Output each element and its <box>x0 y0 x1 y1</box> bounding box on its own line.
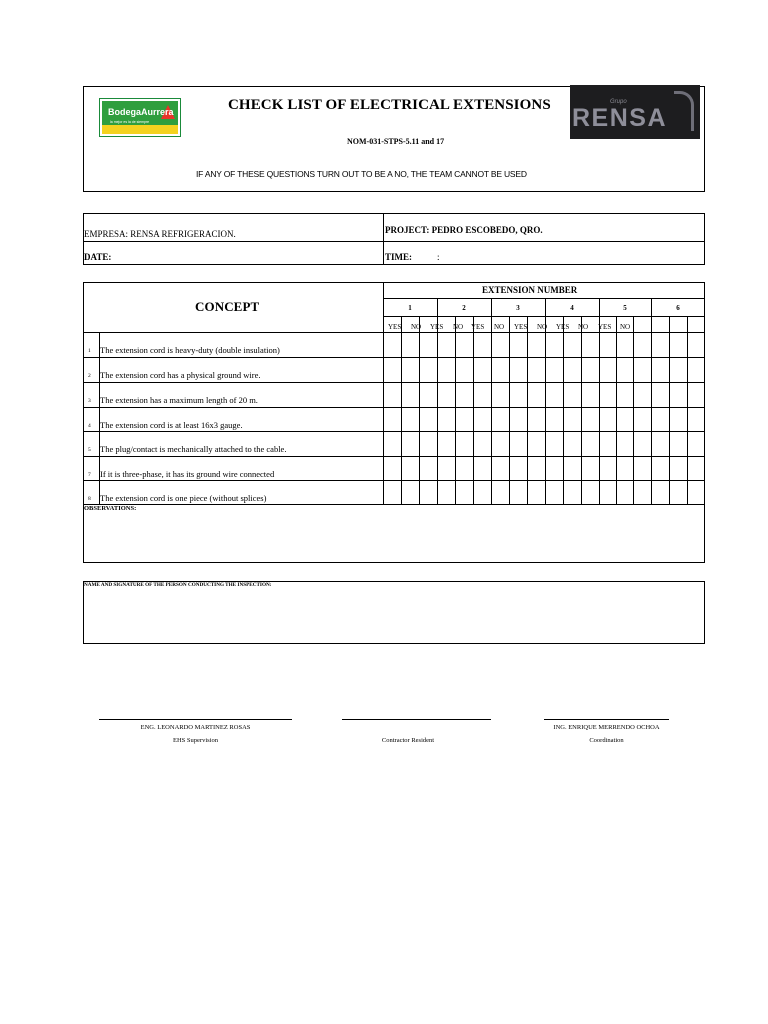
checklist-item: The plug/contact is mechanically attached to the cable. <box>100 444 287 454</box>
check-cell[interactable] <box>582 481 598 503</box>
check-cell[interactable] <box>492 333 508 356</box>
check-cell[interactable] <box>528 383 544 406</box>
check-cell[interactable] <box>420 481 436 503</box>
time-colon: : <box>437 252 440 262</box>
check-cell[interactable] <box>492 383 508 406</box>
row-number: 3 <box>88 398 91 404</box>
check-cell[interactable] <box>384 457 400 479</box>
check-cell[interactable] <box>402 383 418 406</box>
subheader-yes-6: YES <box>598 323 612 331</box>
check-cell[interactable] <box>528 408 544 430</box>
check-cell[interactable] <box>600 358 615 381</box>
extension-number-3: 3 <box>516 304 520 312</box>
check-cell[interactable] <box>670 333 686 356</box>
check-cell[interactable] <box>652 333 668 356</box>
check-cell[interactable] <box>402 432 418 455</box>
check-cell[interactable] <box>384 432 400 455</box>
check-cell[interactable] <box>564 432 580 455</box>
signature-role-1: EHS Supervision <box>173 737 218 744</box>
check-cell[interactable] <box>384 408 400 430</box>
check-cell[interactable] <box>670 432 686 455</box>
check-cell[interactable] <box>420 457 436 479</box>
check-cell[interactable] <box>510 333 526 356</box>
observations-label: OBSERVATIONS: <box>84 505 137 512</box>
check-cell[interactable] <box>634 358 650 381</box>
check-cell[interactable] <box>474 358 490 381</box>
row-number: 1 <box>88 348 91 354</box>
check-cell[interactable] <box>384 383 400 406</box>
check-cell[interactable] <box>564 457 580 479</box>
checklist-item: The extension has a maximum length of 20 m. <box>100 395 258 405</box>
checklist-item: The extension cord is one piece (without splices) <box>100 493 267 503</box>
check-cell[interactable] <box>420 432 436 455</box>
check-cell[interactable] <box>564 383 580 406</box>
check-cell[interactable] <box>564 333 580 356</box>
check-cell[interactable] <box>492 358 508 381</box>
subheader-no-5: NO <box>578 323 589 331</box>
check-cell[interactable] <box>600 383 615 406</box>
check-cell[interactable] <box>438 457 454 479</box>
check-cell[interactable] <box>564 358 580 381</box>
check-cell[interactable] <box>420 333 436 356</box>
check-cell[interactable] <box>474 383 490 406</box>
inspection-label: NAME AND SIGNATURE OF THE PERSON CONDUCTING THE INSPECTION: <box>84 582 272 588</box>
norm-reference: NOM-031-STPS-5.11 and 17 <box>347 137 445 146</box>
check-cell[interactable] <box>510 457 526 479</box>
check-cell[interactable] <box>617 383 632 406</box>
check-cell[interactable] <box>652 481 668 503</box>
checklist-item: The extension cord is at least 16x3 gauge. <box>100 420 243 430</box>
check-cell[interactable] <box>474 333 490 356</box>
subheader-yes-1: YES <box>388 323 402 331</box>
check-cell[interactable] <box>438 481 454 503</box>
check-cell[interactable] <box>634 408 650 430</box>
check-cell[interactable] <box>634 457 650 479</box>
check-cell[interactable] <box>617 481 632 503</box>
subheader-yes-4: YES <box>514 323 528 331</box>
check-cell[interactable] <box>652 432 668 455</box>
row-number: 4 <box>88 423 91 429</box>
check-cell[interactable] <box>492 408 508 430</box>
logo-right-prefix: Grupo <box>610 99 627 105</box>
check-cell[interactable] <box>634 333 650 356</box>
check-cell[interactable] <box>510 408 526 430</box>
empresa-field: EMPRESA: RENSA REFRIGERACION. <box>84 229 236 239</box>
check-cell[interactable] <box>510 432 526 455</box>
check-cell[interactable] <box>688 432 704 455</box>
check-cell[interactable] <box>474 408 490 430</box>
checklist-item: If it is three-phase, it has its ground wire connected <box>100 469 275 479</box>
check-cell[interactable] <box>688 481 704 503</box>
extension-number-header: EXTENSION NUMBER <box>482 285 578 295</box>
check-cell[interactable] <box>652 383 668 406</box>
check-cell[interactable] <box>546 358 562 381</box>
check-cell[interactable] <box>634 432 650 455</box>
signature-line-1 <box>99 719 292 720</box>
check-cell[interactable] <box>546 481 562 503</box>
subheader-no-1: NO <box>411 323 422 331</box>
check-cell[interactable] <box>402 481 418 503</box>
check-cell[interactable] <box>670 457 686 479</box>
logo-right-name: RENSA <box>572 104 668 132</box>
check-cell[interactable] <box>456 481 472 503</box>
check-cell[interactable] <box>384 358 400 381</box>
check-cell[interactable] <box>474 457 490 479</box>
check-cell[interactable] <box>456 457 472 479</box>
signature-role-3: Coordination <box>589 737 624 744</box>
check-cell[interactable] <box>456 383 472 406</box>
subheader-no-2: NO <box>453 323 464 331</box>
project-field: PROJECT: PEDRO ESCOBEDO, QRO. <box>385 225 543 235</box>
check-cell[interactable] <box>600 408 615 430</box>
check-cell[interactable] <box>634 383 650 406</box>
check-cell[interactable] <box>456 333 472 356</box>
extension-number-4: 4 <box>570 304 574 312</box>
bodega-aurrera-logo <box>99 98 181 137</box>
subheader-no-3: NO <box>494 323 505 331</box>
concept-header: CONCEPT <box>195 299 260 314</box>
page-title: CHECK LIST OF ELECTRICAL EXTENSIONS <box>228 97 551 113</box>
check-cell[interactable] <box>456 432 472 455</box>
check-cell[interactable] <box>402 408 418 430</box>
subheader-no-4: NO <box>537 323 548 331</box>
subheader-yes-2: YES <box>430 323 444 331</box>
subheader-no-6: NO <box>620 323 631 331</box>
check-cell[interactable] <box>600 481 615 503</box>
check-cell[interactable] <box>420 383 436 406</box>
check-cell[interactable] <box>438 358 454 381</box>
check-cell[interactable] <box>492 432 508 455</box>
check-cell[interactable] <box>670 383 686 406</box>
subheader-yes-3: YES <box>471 323 485 331</box>
signature-name-1: ENG. LEONARDO MARTINEZ ROSAS <box>140 724 251 731</box>
rensa-logo <box>570 85 700 139</box>
check-cell[interactable] <box>564 481 580 503</box>
extension-number-6: 6 <box>676 304 680 312</box>
check-cell[interactable] <box>688 408 704 430</box>
check-cell[interactable] <box>652 457 668 479</box>
check-cell[interactable] <box>528 481 544 503</box>
check-cell[interactable] <box>688 383 704 406</box>
check-cell[interactable] <box>492 457 508 479</box>
check-cell[interactable] <box>582 358 598 381</box>
check-cell[interactable] <box>582 333 598 356</box>
check-cell[interactable] <box>546 432 562 455</box>
check-cell[interactable] <box>510 383 526 406</box>
check-cell[interactable] <box>528 333 544 356</box>
check-cell[interactable] <box>402 358 418 381</box>
signature-role-2: Contractor Resident <box>381 737 435 744</box>
check-cell[interactable] <box>652 358 668 381</box>
check-cell[interactable] <box>438 383 454 406</box>
check-cell[interactable] <box>582 432 598 455</box>
subheader-yes-5: YES <box>556 323 570 331</box>
check-cell[interactable] <box>420 408 436 430</box>
row-number: 8 <box>88 496 91 502</box>
check-cell[interactable] <box>474 481 490 503</box>
check-cell[interactable] <box>528 457 544 479</box>
check-cell[interactable] <box>688 457 704 479</box>
checklist-item: The extension cord has a physical ground wire. <box>100 370 261 380</box>
row-number: 7 <box>88 472 91 478</box>
check-cell[interactable] <box>617 432 632 455</box>
check-cell[interactable] <box>582 408 598 430</box>
check-cell[interactable] <box>600 432 615 455</box>
check-cell[interactable] <box>456 408 472 430</box>
extension-number-1: 1 <box>408 304 412 312</box>
row-number: 5 <box>88 447 91 453</box>
check-cell[interactable] <box>670 358 686 381</box>
date-field[interactable]: DATE: <box>84 252 112 262</box>
check-cell[interactable] <box>546 408 562 430</box>
check-cell[interactable] <box>670 481 686 503</box>
check-cell[interactable] <box>510 481 526 503</box>
signature-name-3: ING. ENRIQUE MERRENDO OCHOA <box>553 724 660 731</box>
check-cell[interactable] <box>492 481 508 503</box>
check-cell[interactable] <box>528 358 544 381</box>
check-cell[interactable] <box>384 481 400 503</box>
check-cell[interactable] <box>456 358 472 381</box>
check-cell[interactable] <box>670 408 686 430</box>
check-cell[interactable] <box>402 333 418 356</box>
checklist-item: The extension cord is heavy-duty (double insulation) <box>100 345 280 355</box>
check-cell[interactable] <box>438 432 454 455</box>
swoosh-icon <box>674 91 694 131</box>
signature-line-2 <box>342 719 491 720</box>
extension-number-2: 2 <box>462 304 466 312</box>
check-cell[interactable] <box>402 457 418 479</box>
check-cell[interactable] <box>600 333 615 356</box>
check-cell[interactable] <box>688 333 704 356</box>
check-cell[interactable] <box>634 481 650 503</box>
check-cell[interactable] <box>546 333 562 356</box>
check-cell[interactable] <box>688 358 704 381</box>
check-cell[interactable] <box>617 358 632 381</box>
check-cell[interactable] <box>652 408 668 430</box>
check-cell[interactable] <box>510 358 526 381</box>
check-cell[interactable] <box>617 333 632 356</box>
check-cell[interactable] <box>384 333 400 356</box>
time-field[interactable]: TIME: <box>385 252 412 262</box>
inspection-box <box>83 581 705 644</box>
check-cell[interactable] <box>600 457 615 479</box>
check-cell[interactable] <box>546 457 562 479</box>
signature-line-3 <box>544 719 669 720</box>
logo-left-name: BodegaAurrera <box>108 107 174 117</box>
warning-text: IF ANY OF THESE QUESTIONS TURN OUT TO BE A NO, THE TEAM CANNOT BE USED <box>196 169 527 179</box>
check-cell[interactable] <box>438 333 454 356</box>
extension-number-5: 5 <box>623 304 627 312</box>
row-number: 2 <box>88 373 91 379</box>
check-cell[interactable] <box>617 408 632 430</box>
check-cell[interactable] <box>617 457 632 479</box>
check-cell[interactable] <box>474 432 490 455</box>
check-cell[interactable] <box>420 358 436 381</box>
check-cell[interactable] <box>564 408 580 430</box>
check-cell[interactable] <box>582 457 598 479</box>
check-cell[interactable] <box>546 383 562 406</box>
check-cell[interactable] <box>438 408 454 430</box>
check-cell[interactable] <box>528 432 544 455</box>
logo-left-tagline: la mejor es la de siempre <box>110 120 150 124</box>
check-cell[interactable] <box>582 383 598 406</box>
